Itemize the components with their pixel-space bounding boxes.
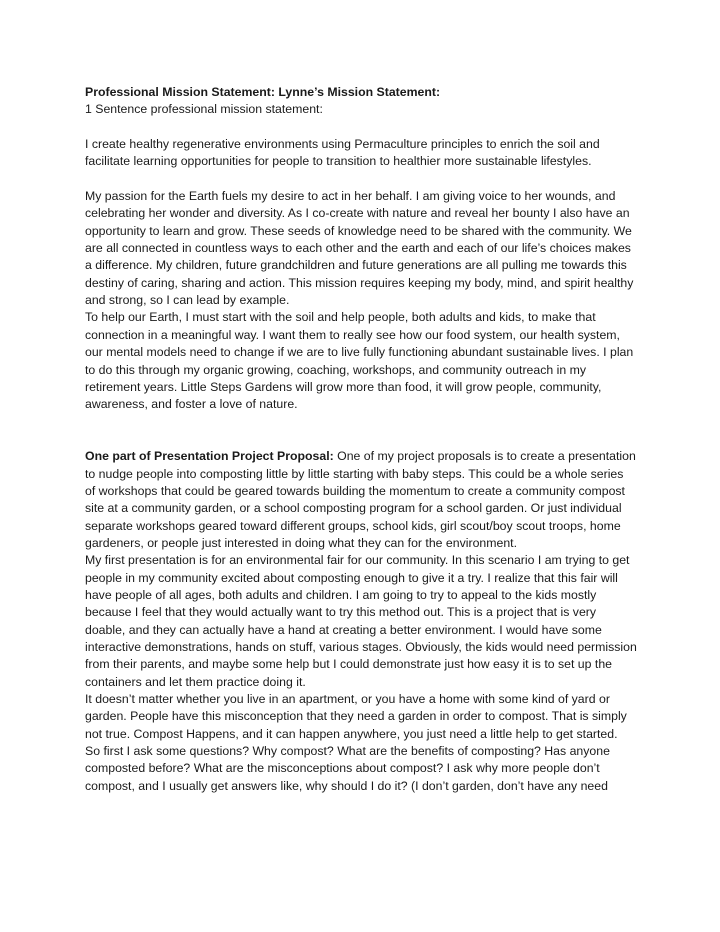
mission-subheading: 1 Sentence professional mission statement: (85, 102, 323, 117)
proposal-intro-paragraph (85, 448, 637, 552)
proposal-label: One part of Presentation Project Proposal: (85, 449, 334, 464)
spacer (85, 119, 637, 136)
spacer (85, 171, 637, 188)
proposal-paragraph: It doesn’t matter whether you live in an apartment, or you have a home with some kind of yard or garden. People have this misconception that they need a garden in order to compost. That is simply not true. Compost Happens, and it can happen anywhere, you just need a little help to get started. (85, 692, 627, 741)
proposal-intro: One of my project proposals is to create a presentation to nudge people into composting little by little starting with baby steps. This could be a whole series of workshops that could be geared towards building the momentum to create a community compost site at a community garden, or a school composting program for a school garden. Or just individual separate workshops geared toward different groups, school kids, girl scout/boy scout troops, home gardeners, or people just interested in doing what they can for the environment. (85, 449, 636, 550)
passion-paragraph: My passion for the Earth fuels my desire to act in her behalf. I am giving voice to her wounds, and celebrating her wonder and diversity. As I co-create with nature and reveal her bounty I also have an opportunity to learn and grow. These seeds of knowledge need to be shared with the community. We are all connected in countless ways to each other and the earth and each of our life’s choices makes a difference. My children, future grandchildren and future generations are all pulling me towards this destiny of caring, sharing and action. This mission requires keeping my body, mind, and spirit healthy and strong, so I can lead by example. (85, 189, 634, 308)
help-paragraph: To help our Earth, I must start with the soil and help people, both adults and kids, to make that connection in a meaningful way. I want them to really see how our food system, our health system, our mental models need to change if we are to live fully functioning abundant sustainable lives. I plan to do this through my organic growing, coaching, workshops, and community outreach in my retirement years. Little Steps Gardens will grow more than food, it will grow people, community, awareness, and foster a love of nature. (85, 310, 634, 412)
mission-statement: I create healthy regenerative environments using Permaculture principles to enrich the soil and facilitate learning opportunities for people to transition to healthier more sustainable lifestyles. (85, 137, 600, 169)
proposal-paragraph: So first I ask some questions? Why compost? What are the benefits of composting? Has anyone composted before? What are the misconceptions about compost? I ask why more people don’t compost, and I usually get answers like, why should I do it? (I don’t garden, don’t have any need (85, 744, 610, 793)
document-body (85, 84, 637, 795)
spacer (85, 414, 637, 449)
mission-heading: Professional Mission Statement: Lynne’s Mission Statement: (85, 85, 441, 99)
proposal-paragraph: My first presentation is for an environmental fair for our community. In this scenario I am trying to get people in my community excited about composting enough to give it a try. I realize that this fair will have people of all ages, both adults and children. I am going to try to appeal to the kids mostly because I feel that they would actually want to try this method out. This is a project that is very doable, and they can actually have a hand at creating a better environment. I would have some interactive demonstrations, hands on stuff, various stages. Obviously, the kids would need permission from their parents, and maybe some help but I could demonstrate just how easy it is to set up the containers and let them practice doing it. (85, 553, 637, 689)
